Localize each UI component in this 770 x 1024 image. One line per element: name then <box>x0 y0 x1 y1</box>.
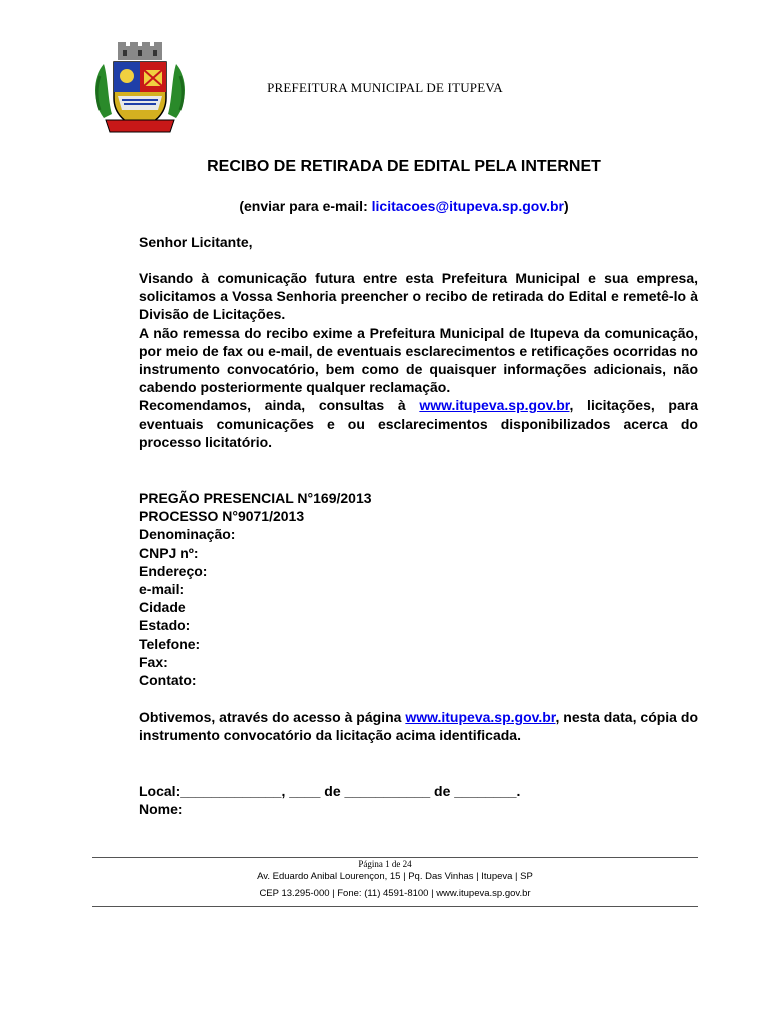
obtained-statement <box>139 708 698 744</box>
document-title: RECIBO DE RETIRADA DE EDITAL PELA INTERNET <box>207 158 601 175</box>
website-link[interactable]: www.itupeva.sp.gov.br <box>419 397 570 414</box>
local-date-line: Local:_____________, ____ de ___________ de ________. <box>139 783 521 799</box>
field-pregao: PREGÃO PRESENCIAL N°169/2013 <box>139 490 372 506</box>
field-fax: Fax: <box>139 653 168 670</box>
email-suffix: ) <box>563 198 569 214</box>
footer-top-rule <box>92 857 698 858</box>
field-email: e-mail: <box>139 581 185 598</box>
footer-address: Av. Eduardo Anibal Lourençon, 15 | Pq. Das Vinhas | Itupeva | SP <box>257 871 533 882</box>
field-denominacao: Denominação: <box>139 526 236 543</box>
paragraph-1: Visando à comunicação futura entre esta Prefeitura Municipal e sua empresa, solicitamos a Vossa Senhoria preencher o recibo de retirada do Edital e remetê-lo à Divisão de Licitações. <box>139 270 698 323</box>
footer-contact: CEP 13.295-000 | Fone: (11) 4591-8100 | www.itupeva.sp.gov.br <box>259 888 531 899</box>
name-line: Nome: <box>139 801 183 818</box>
paragraph-2: A não remessa do recibo exime a Prefeitura Municipal de Itupeva da comunicação, por meio de fax ou e-mail, de eventuais esclarecimentos e retificações ocorridas no instrumento convocatório, bem como de quaisquer informações adicionais, não cabendo posteriormente qualquer reclamação. <box>139 324 698 396</box>
email-instruction <box>0 198 770 214</box>
paragraph-3-prefix: Recomendamos, ainda, consultas à <box>139 397 420 414</box>
field-cidade: Cidade <box>139 599 186 616</box>
field-contato: Contato: <box>139 672 197 689</box>
organization-name: PREFEITURA MUNICIPAL DE ITUPEVA <box>267 80 503 95</box>
body-text <box>139 269 698 451</box>
field-telefone: Telefone: <box>139 635 201 652</box>
field-endereco: Endereço: <box>139 562 208 579</box>
field-estado: Estado: <box>139 617 191 634</box>
form-fields <box>139 489 698 689</box>
footer-bottom-rule <box>92 906 698 907</box>
email-link[interactable]: licitacoes@itupeva.sp.gov.br <box>371 198 564 214</box>
email-prefix: (enviar para e-mail: <box>239 198 372 214</box>
field-cnpj: CNPJ nº: <box>139 544 199 561</box>
salutation: Senhor Licitante, <box>139 234 253 250</box>
paragraph-3 <box>139 396 698 451</box>
obtained-suffix: , nesta data, cópia do instrumento convocatório da licitação acima identificada. <box>139 709 698 744</box>
page-number: Página 1 de 24 <box>358 859 412 869</box>
signature-block <box>139 782 698 818</box>
obtained-website-link[interactable]: www.itupeva.sp.gov.br <box>405 709 556 725</box>
paragraph-3-suffix: , licitações, para eventuais comunicações e ou esclarecimentos disponibilizados acerca do processo licitatório. <box>139 397 699 450</box>
field-processo: PROCESSO N°9071/2013 <box>139 508 305 525</box>
obtained-prefix: Obtivemos, através do acesso à página <box>139 709 406 725</box>
